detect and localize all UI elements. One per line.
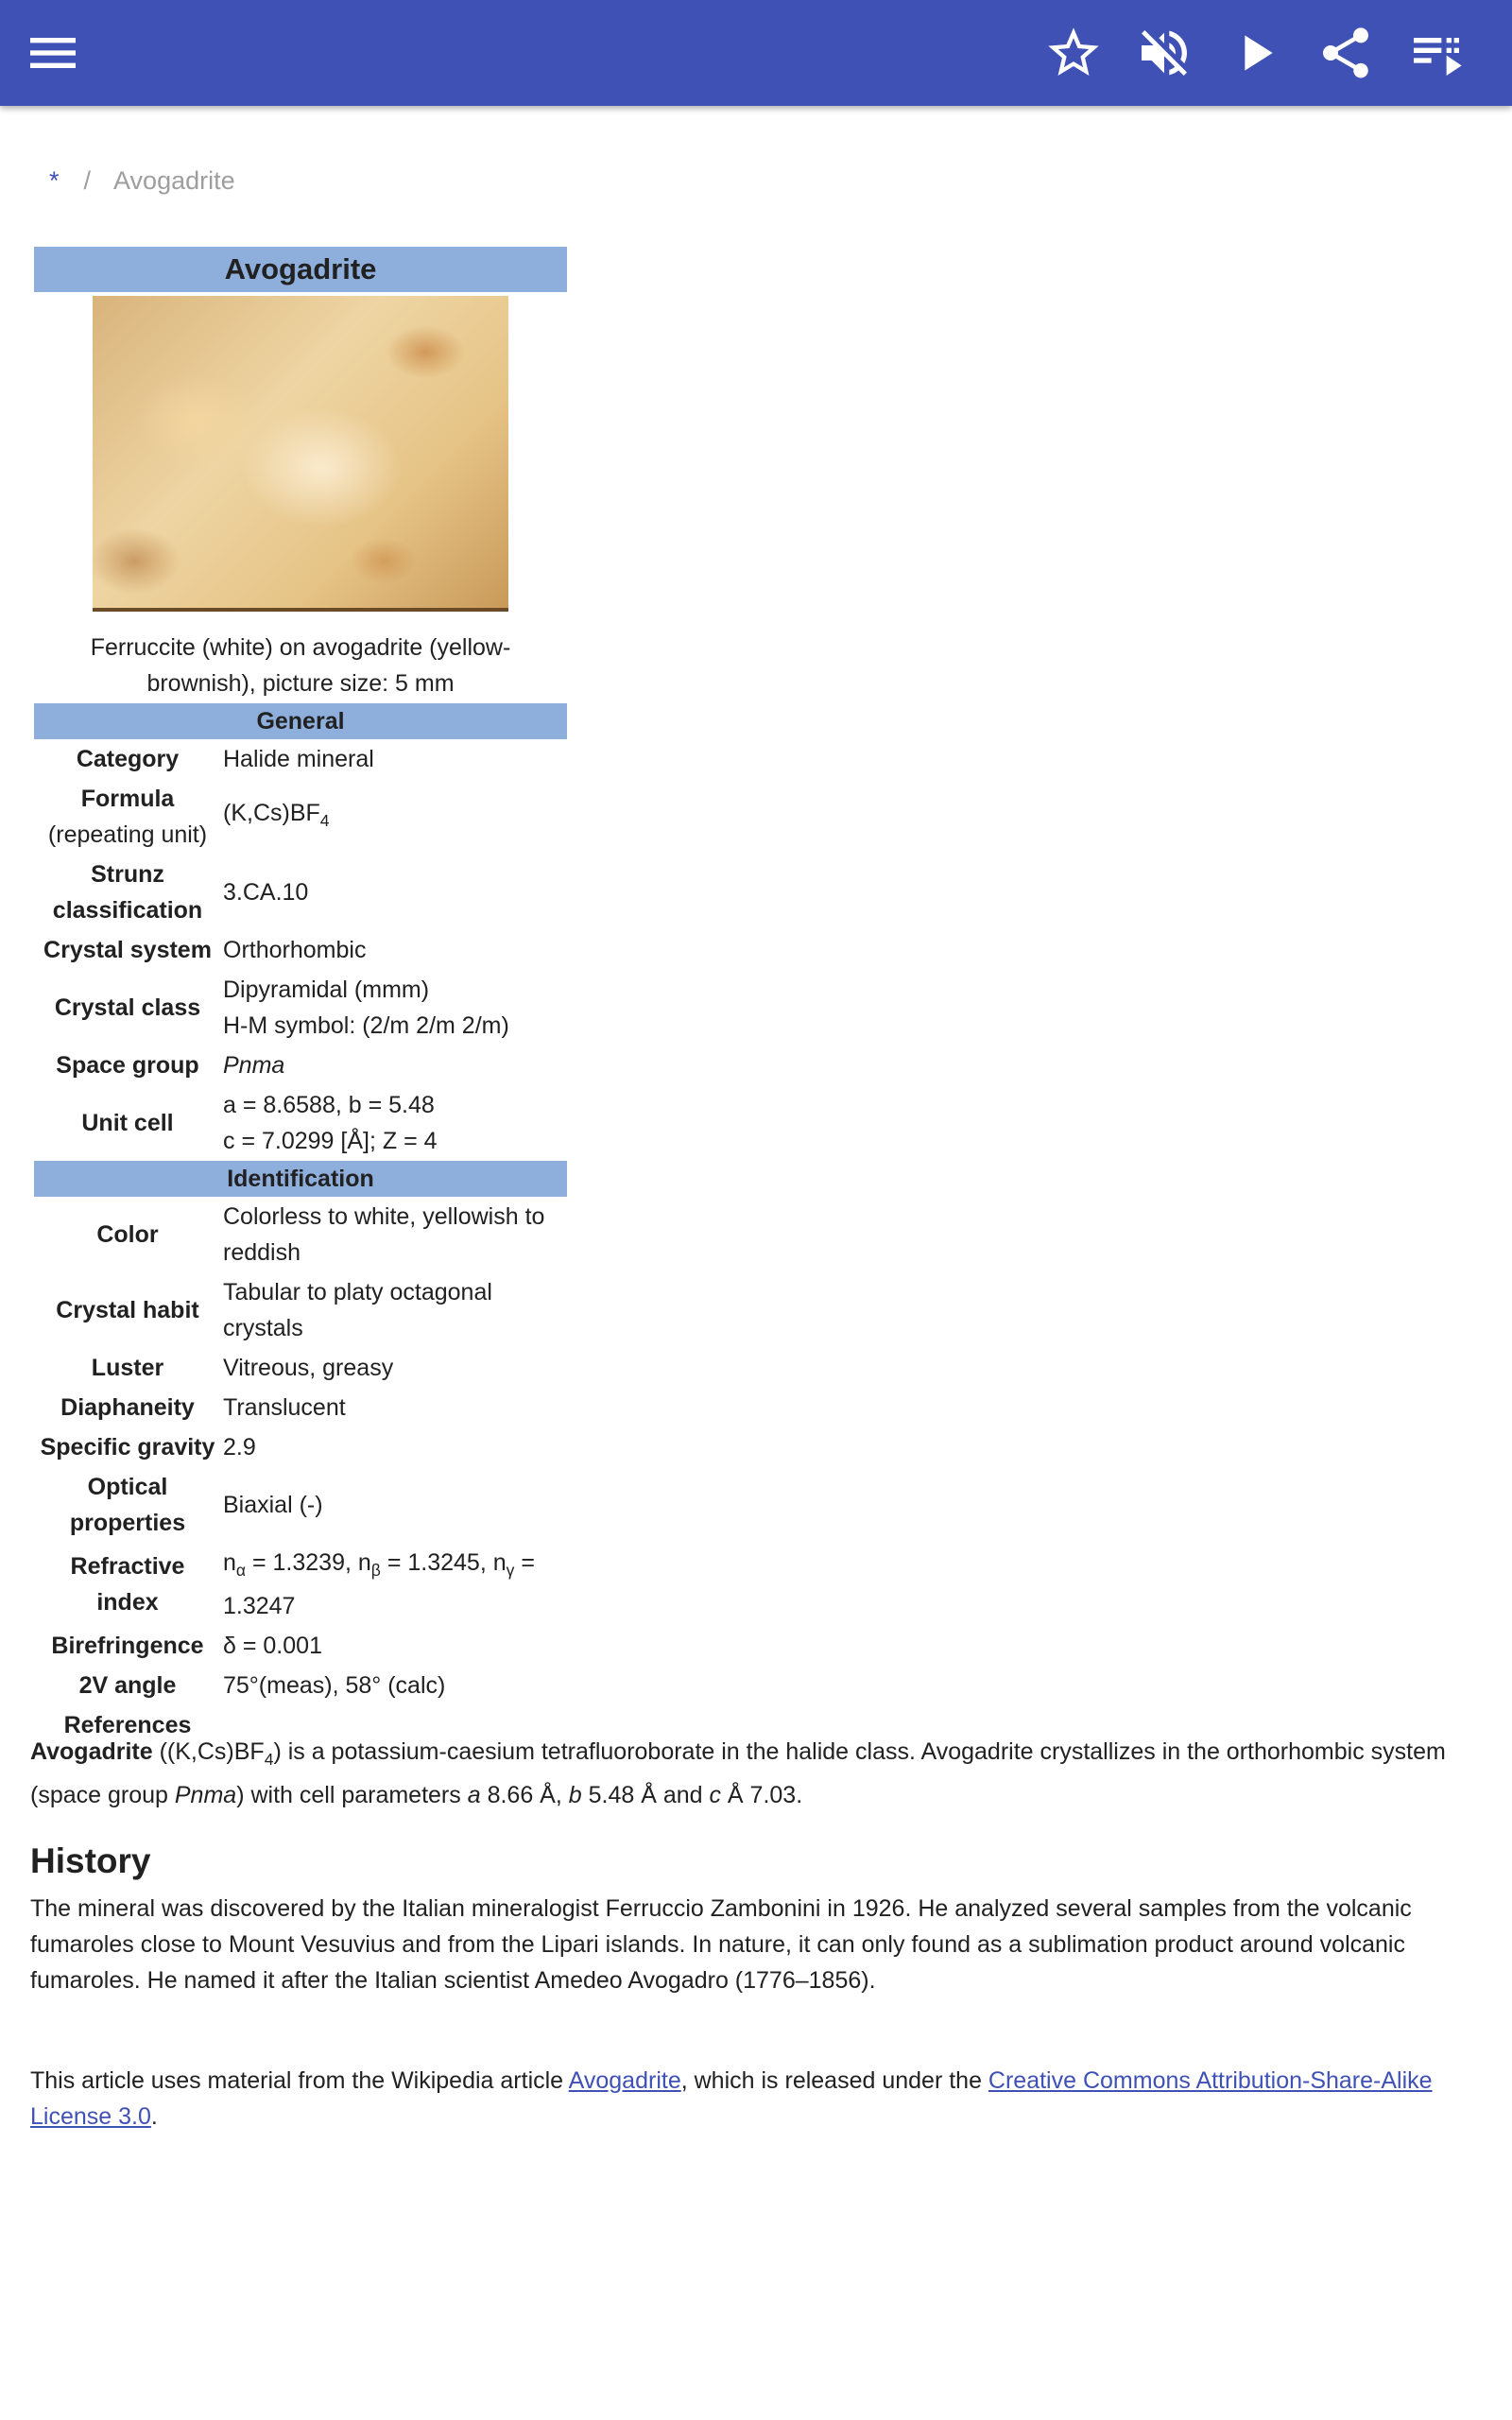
space-group-value [219,1046,567,1085]
category-label: Category [76,746,180,772]
row-refractive [34,1543,567,1626]
lead-c: c [709,1782,721,1808]
share-icon[interactable] [1315,23,1376,83]
license-link[interactable]: Creative Commons Attribution-Share-Alike License 3.0 [30,2067,1433,2130]
lead-t6: Å 7.03. [720,1782,803,1808]
optical-label-2: properties [69,1510,186,1536]
breadcrumb [49,166,235,196]
category-value: Halide mineral [223,746,374,772]
lead-name: Avogadrite [30,1738,153,1765]
diaphaneity-value: Translucent [223,1394,346,1421]
crystal-class-value [219,970,567,1046]
strunz-label-2: classification [52,897,203,924]
image-caption: Ferruccite (white) on avogadrite (yellow-brownish), picture size: 5 mm [90,634,511,697]
lead-t3: ) with cell parameters [236,1782,468,1808]
lead-t2: ) is a potassium-caesium tetrafluoroborate in the halide class. Avogadrite crystallizes in the orthorhombic system (space group [30,1738,1446,1808]
row-luster [34,1348,567,1388]
row-diaphaneity [34,1388,567,1427]
row-color [34,1197,567,1272]
n-gamma-val: = 1.3247 [223,1549,535,1619]
habit-label: Crystal habit [56,1297,199,1323]
color-value: Colorless to white, yellowish to reddish [223,1203,545,1266]
refractive-label: Refractive index [70,1553,185,1616]
license-t3: . [150,2103,158,2130]
license-t1: This article uses material from the Wikipedia article [30,2067,569,2094]
lead-a: a [467,1782,481,1808]
n-alpha-val: = 1.3239, n [246,1549,371,1576]
n-beta-sub: β [370,1561,381,1580]
unit-cell-value [219,1085,567,1161]
references-label: References [63,1712,192,1738]
unit-cell-label: Unit cell [81,1110,174,1136]
space-group-italic: Pnma [223,1052,285,1079]
section-general: General [34,703,567,739]
n-alpha-sub: α [235,1561,247,1580]
formula-label-sub: (repeating unit) [47,821,208,848]
lead-t1: ((K,Cs)BF [152,1738,265,1765]
n-prefix-1: n [223,1549,236,1576]
formula-label-main: Formula [80,786,175,812]
lead-sub: 4 [264,1750,274,1769]
star-icon[interactable] [1043,23,1104,83]
crystal-system-value: Orthorhombic [223,937,367,963]
infobox-title: Avogadrite [34,247,567,292]
strunz-label [34,855,219,930]
row-gravity [34,1427,567,1467]
formula-subscript: 4 [319,811,330,830]
formula-main: (K,Cs)BF [223,800,320,826]
menu-icon[interactable] [23,23,83,83]
crystal-class-line-2: H-M symbol: (2/m 2/m 2/m) [223,1012,509,1039]
crystal-class-label: Crystal class [54,994,201,1021]
mineral-photo[interactable] [93,296,508,612]
luster-value: Vitreous, greasy [223,1355,394,1381]
n-beta-val: = 1.3245, n [380,1549,507,1576]
birefringence-label: Birefringence [51,1633,204,1659]
lead-paragraph [30,1734,1482,1813]
playlist-icon[interactable] [1406,23,1467,83]
lead-space-group: Pnma [174,1782,237,1808]
birefringence-value: δ = 0.001 [223,1633,322,1659]
breadcrumb-current: Avogadrite [113,166,235,195]
color-label: Color [96,1221,159,1248]
infobox [34,247,567,1745]
wikipedia-article-link[interactable]: Avogadrite [568,2067,681,2094]
lead-t5: 5.48 Å and [581,1782,710,1808]
row-unit-cell [34,1085,567,1161]
row-optical [34,1467,567,1543]
strunz-label-1: Strunz [91,861,164,888]
row-category [34,739,567,779]
unit-cell-line-2: c = 7.0299 [Å]; Z = 4 [223,1128,438,1154]
row-formula [34,779,567,855]
breadcrumb-separator: / [83,166,92,195]
license-paragraph [30,2063,1482,2135]
twov-label: 2V angle [78,1672,177,1699]
lead-t4: 8.66 Å, [480,1782,569,1808]
space-group-label: Space group [56,1052,199,1079]
refractive-value [219,1543,567,1626]
strunz-value: 3.CA.10 [223,879,309,906]
formula-label [34,779,219,855]
infobox-image-cell [34,292,567,703]
play-icon[interactable] [1225,23,1285,83]
section-identification: Identification [34,1161,567,1197]
history-heading: History [30,1841,151,1880]
twov-value: 75°(meas), 58° (calc) [223,1672,446,1699]
optical-value: Biaxial (-) [223,1492,323,1518]
row-space-group [34,1046,567,1085]
row-strunz [34,855,567,930]
formula-value [219,779,567,855]
crystal-class-line-1: Dipyramidal (mmm) [223,977,430,1003]
gravity-label: Specific gravity [40,1434,215,1461]
row-crystal-class [34,970,567,1046]
row-crystal-system [34,930,567,970]
row-2v [34,1666,567,1705]
n-gamma-sub: γ [506,1561,515,1580]
row-habit [34,1272,567,1348]
luster-label: Luster [91,1355,164,1381]
crystal-system-label: Crystal system [43,937,212,963]
volume-off-icon[interactable] [1134,23,1194,83]
optical-label-1: Optical [87,1474,168,1500]
gravity-value: 2.9 [223,1434,256,1461]
license-t2: , which is released under the [680,2067,988,2094]
optical-label [34,1467,219,1543]
unit-cell-line-1: a = 8.6588, b = 5.48 [223,1092,435,1118]
habit-value: Tabular to platy octagonal crystals [223,1279,492,1341]
lead-b: b [568,1782,582,1808]
diaphaneity-label: Diaphaneity [60,1394,195,1421]
history-paragraph: The mineral was discovered by the Italian mineralogist Ferruccio Zambonini in 1926. He analyzed several samples from the volcanic fumaroles close to Mount Vesuvius and from the Lipari islands. In nature, it can only found as a sublimation product around volcanic fumaroles. He named it after the Italian scientist Amedeo Avogadro (1776–1856). [30,1895,1412,1994]
breadcrumb-home[interactable]: * [49,166,60,195]
app-bar [0,0,1512,106]
row-birefringence [34,1626,567,1666]
